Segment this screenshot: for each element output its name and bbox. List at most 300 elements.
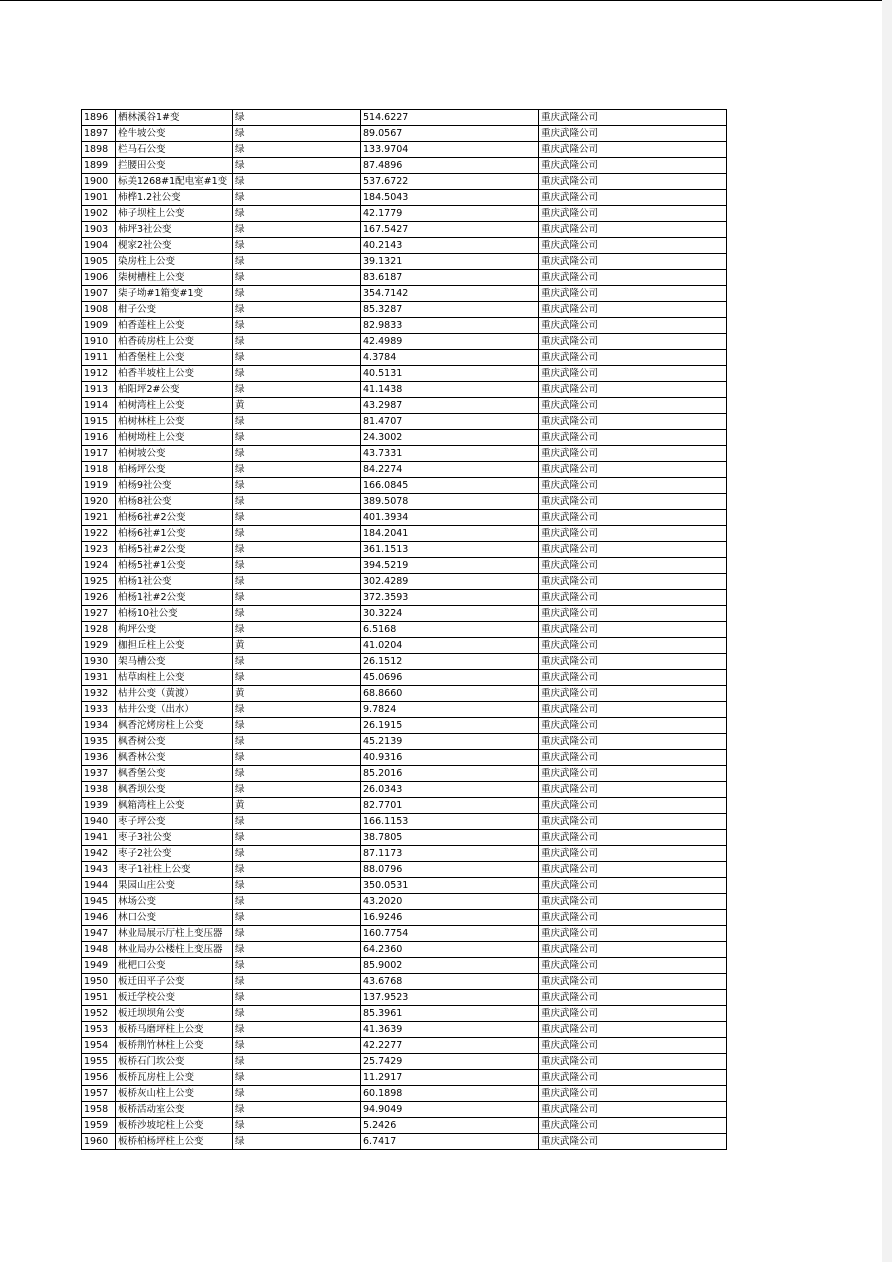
- row-number-cell: 1926: [82, 590, 116, 606]
- value-cell: 361.1513: [361, 542, 539, 558]
- company-cell: 重庆武隆公司: [539, 238, 727, 254]
- transformer-name-cell: 板迁学校公变: [116, 990, 233, 1006]
- row-number-cell: 1904: [82, 238, 116, 254]
- company-cell: 重庆武隆公司: [539, 206, 727, 222]
- status-cell: 绿: [233, 382, 361, 398]
- row-number-cell: 1908: [82, 302, 116, 318]
- table-row: [82, 126, 727, 142]
- table-row: [82, 222, 727, 238]
- value-cell: 42.2277: [361, 1038, 539, 1054]
- row-number-cell: 1916: [82, 430, 116, 446]
- transformer-name-cell: 柏香莲柱上公变: [116, 318, 233, 334]
- value-cell: 82.7701: [361, 798, 539, 814]
- table-row: [82, 910, 727, 926]
- value-cell: 43.7331: [361, 446, 539, 462]
- table-row: [82, 206, 727, 222]
- company-cell: 重庆武隆公司: [539, 654, 727, 670]
- row-number-cell: 1956: [82, 1070, 116, 1086]
- company-cell: 重庆武隆公司: [539, 814, 727, 830]
- status-cell: 绿: [233, 606, 361, 622]
- status-cell: 绿: [233, 990, 361, 1006]
- row-number-cell: 1898: [82, 142, 116, 158]
- company-cell: 重庆武隆公司: [539, 478, 727, 494]
- transformer-name-cell: 柏杨5社#1公变: [116, 558, 233, 574]
- company-cell: 重庆武隆公司: [539, 1054, 727, 1070]
- row-number-cell: 1935: [82, 734, 116, 750]
- transformer-name-cell: 柏杨6社#1公变: [116, 526, 233, 542]
- transformer-name-cell: 柏香半坡柱上公变: [116, 366, 233, 382]
- table-body: [82, 110, 727, 1150]
- status-cell: 绿: [233, 1006, 361, 1022]
- table-row: [82, 1038, 727, 1054]
- transformer-name-cell: 柒子坳#1箱变#1变: [116, 286, 233, 302]
- transformer-name-cell: 柏杨1社#2公变: [116, 590, 233, 606]
- row-number-cell: 1938: [82, 782, 116, 798]
- transformer-name-cell: 枫香坝公变: [116, 782, 233, 798]
- transformer-name-cell: 果园山庄公变: [116, 878, 233, 894]
- company-cell: 重庆武隆公司: [539, 990, 727, 1006]
- table-row: [82, 190, 727, 206]
- company-cell: 重庆武隆公司: [539, 558, 727, 574]
- row-number-cell: 1942: [82, 846, 116, 862]
- table-row: [82, 1118, 727, 1134]
- row-number-cell: 1912: [82, 366, 116, 382]
- company-cell: 重庆武隆公司: [539, 270, 727, 286]
- row-number-cell: 1950: [82, 974, 116, 990]
- company-cell: 重庆武隆公司: [539, 574, 727, 590]
- transformer-name-cell: 林业局展示厅柱上变压器: [116, 926, 233, 942]
- status-cell: 绿: [233, 286, 361, 302]
- company-cell: 重庆武隆公司: [539, 686, 727, 702]
- value-cell: 81.4707: [361, 414, 539, 430]
- row-number-cell: 1921: [82, 510, 116, 526]
- company-cell: 重庆武隆公司: [539, 174, 727, 190]
- status-cell: 绿: [233, 846, 361, 862]
- transformer-name-cell: 枣子3社公变: [116, 830, 233, 846]
- status-cell: 绿: [233, 126, 361, 142]
- table-row: [82, 366, 727, 382]
- row-number-cell: 1960: [82, 1134, 116, 1150]
- company-cell: 重庆武隆公司: [539, 1022, 727, 1038]
- status-cell: 绿: [233, 190, 361, 206]
- company-cell: 重庆武隆公司: [539, 894, 727, 910]
- row-number-cell: 1900: [82, 174, 116, 190]
- row-number-cell: 1944: [82, 878, 116, 894]
- value-cell: 6.5168: [361, 622, 539, 638]
- row-number-cell: 1901: [82, 190, 116, 206]
- value-cell: 160.7754: [361, 926, 539, 942]
- row-number-cell: 1951: [82, 990, 116, 1006]
- table-row: [82, 654, 727, 670]
- status-cell: 绿: [233, 366, 361, 382]
- row-number-cell: 1954: [82, 1038, 116, 1054]
- transformer-name-cell: 枣子1社柱上公变: [116, 862, 233, 878]
- status-cell: 绿: [233, 862, 361, 878]
- company-cell: 重庆武隆公司: [539, 734, 727, 750]
- company-cell: 重庆武隆公司: [539, 1086, 727, 1102]
- transformer-name-cell: 枯井公变（黄渡）: [116, 686, 233, 702]
- status-cell: 绿: [233, 302, 361, 318]
- status-cell: 绿: [233, 654, 361, 670]
- status-cell: 绿: [233, 270, 361, 286]
- row-number-cell: 1920: [82, 494, 116, 510]
- table-row: [82, 478, 727, 494]
- status-cell: 绿: [233, 1102, 361, 1118]
- row-number-cell: 1918: [82, 462, 116, 478]
- status-cell: 绿: [233, 158, 361, 174]
- company-cell: 重庆武隆公司: [539, 958, 727, 974]
- value-cell: 84.2274: [361, 462, 539, 478]
- company-cell: 重庆武隆公司: [539, 878, 727, 894]
- transformer-name-cell: 柏杨10社公变: [116, 606, 233, 622]
- company-cell: 重庆武隆公司: [539, 750, 727, 766]
- table-row: [82, 270, 727, 286]
- company-cell: 重庆武隆公司: [539, 670, 727, 686]
- value-cell: 6.7417: [361, 1134, 539, 1150]
- transformer-name-cell: 板迁田平子公变: [116, 974, 233, 990]
- company-cell: 重庆武隆公司: [539, 110, 727, 126]
- status-cell: 绿: [233, 254, 361, 270]
- table-row: [82, 750, 727, 766]
- transformer-name-cell: 柏杨5社#2公变: [116, 542, 233, 558]
- row-number-cell: 1934: [82, 718, 116, 734]
- table-row: [82, 1102, 727, 1118]
- row-number-cell: 1959: [82, 1118, 116, 1134]
- table-row: [82, 110, 727, 126]
- table-row: [82, 686, 727, 702]
- row-number-cell: 1909: [82, 318, 116, 334]
- value-cell: 85.3961: [361, 1006, 539, 1022]
- table-row: [82, 574, 727, 590]
- table-row: [82, 1070, 727, 1086]
- transformer-name-cell: 栖林溪谷1#变: [116, 110, 233, 126]
- table-row: [82, 430, 727, 446]
- status-cell: 绿: [233, 894, 361, 910]
- table-row: [82, 1086, 727, 1102]
- row-number-cell: 1930: [82, 654, 116, 670]
- page-right-margin: [882, 0, 892, 1262]
- value-cell: 41.1438: [361, 382, 539, 398]
- status-cell: 绿: [233, 350, 361, 366]
- table-row: [82, 1134, 727, 1150]
- value-cell: 40.5131: [361, 366, 539, 382]
- row-number-cell: 1922: [82, 526, 116, 542]
- status-cell: 黄: [233, 686, 361, 702]
- value-cell: 43.2987: [361, 398, 539, 414]
- company-cell: 重庆武隆公司: [539, 142, 727, 158]
- status-cell: 绿: [233, 446, 361, 462]
- value-cell: 4.3784: [361, 350, 539, 366]
- transformer-name-cell: 林口公变: [116, 910, 233, 926]
- table-row: [82, 238, 727, 254]
- status-cell: 绿: [233, 238, 361, 254]
- value-cell: 26.1915: [361, 718, 539, 734]
- value-cell: 38.7805: [361, 830, 539, 846]
- value-cell: 16.9246: [361, 910, 539, 926]
- company-cell: 重庆武隆公司: [539, 334, 727, 350]
- status-cell: 绿: [233, 718, 361, 734]
- row-number-cell: 1945: [82, 894, 116, 910]
- value-cell: 133.9704: [361, 142, 539, 158]
- transformer-name-cell: 枷担丘柱上公变: [116, 638, 233, 654]
- table-row: [82, 878, 727, 894]
- status-cell: 绿: [233, 430, 361, 446]
- value-cell: 394.5219: [361, 558, 539, 574]
- value-cell: 83.6187: [361, 270, 539, 286]
- value-cell: 87.4896: [361, 158, 539, 174]
- company-cell: 重庆武隆公司: [539, 494, 727, 510]
- status-cell: 绿: [233, 110, 361, 126]
- status-cell: 绿: [233, 926, 361, 942]
- transformer-name-cell: 栓牛坡公变: [116, 126, 233, 142]
- transformer-name-cell: 枇杷口公变: [116, 958, 233, 974]
- transformer-name-cell: 枣子2社公变: [116, 846, 233, 862]
- company-cell: 重庆武隆公司: [539, 926, 727, 942]
- transformer-name-cell: 枫香堡公变: [116, 766, 233, 782]
- status-cell: 绿: [233, 1022, 361, 1038]
- row-number-cell: 1941: [82, 830, 116, 846]
- value-cell: 85.2016: [361, 766, 539, 782]
- row-number-cell: 1929: [82, 638, 116, 654]
- status-cell: 黄: [233, 398, 361, 414]
- transformer-name-cell: 柒树槽柱上公变: [116, 270, 233, 286]
- transformer-name-cell: 柏香砖房柱上公变: [116, 334, 233, 350]
- table-row: [82, 526, 727, 542]
- table-row: [82, 958, 727, 974]
- status-cell: 绿: [233, 1134, 361, 1150]
- status-cell: 绿: [233, 542, 361, 558]
- status-cell: 绿: [233, 558, 361, 574]
- row-number-cell: 1927: [82, 606, 116, 622]
- transformer-name-cell: 板桥马磨坪柱上公变: [116, 1022, 233, 1038]
- status-cell: 绿: [233, 574, 361, 590]
- company-cell: 重庆武隆公司: [539, 414, 727, 430]
- table-row: [82, 638, 727, 654]
- row-number-cell: 1928: [82, 622, 116, 638]
- table-row: [82, 734, 727, 750]
- table-row: [82, 558, 727, 574]
- value-cell: 302.4289: [361, 574, 539, 590]
- transformer-name-cell: 柿子坝柱上公变: [116, 206, 233, 222]
- status-cell: 绿: [233, 942, 361, 958]
- row-number-cell: 1946: [82, 910, 116, 926]
- table-row: [82, 974, 727, 990]
- row-number-cell: 1957: [82, 1086, 116, 1102]
- value-cell: 87.1173: [361, 846, 539, 862]
- table-row: [82, 814, 727, 830]
- table-row: [82, 494, 727, 510]
- transformer-table: [81, 109, 727, 1150]
- value-cell: 354.7142: [361, 286, 539, 302]
- transformer-name-cell: 枸坪公变: [116, 622, 233, 638]
- transformer-name-cell: 板桥石门坎公变: [116, 1054, 233, 1070]
- row-number-cell: 1917: [82, 446, 116, 462]
- transformer-name-cell: 柏树林柱上公变: [116, 414, 233, 430]
- status-cell: 绿: [233, 910, 361, 926]
- status-cell: 绿: [233, 142, 361, 158]
- transformer-name-cell: 拦腰田公变: [116, 158, 233, 174]
- row-number-cell: 1907: [82, 286, 116, 302]
- table-row: [82, 158, 727, 174]
- status-cell: 绿: [233, 782, 361, 798]
- table-row: [82, 542, 727, 558]
- table-row: [82, 318, 727, 334]
- company-cell: 重庆武隆公司: [539, 910, 727, 926]
- table-row: [82, 382, 727, 398]
- value-cell: 82.9833: [361, 318, 539, 334]
- status-cell: 绿: [233, 206, 361, 222]
- row-number-cell: 1915: [82, 414, 116, 430]
- company-cell: 重庆武隆公司: [539, 190, 727, 206]
- transformer-name-cell: 柏香堡柱上公变: [116, 350, 233, 366]
- status-cell: 绿: [233, 414, 361, 430]
- transformer-name-cell: 枫箱湾柱上公变: [116, 798, 233, 814]
- value-cell: 40.9316: [361, 750, 539, 766]
- row-number-cell: 1947: [82, 926, 116, 942]
- row-number-cell: 1910: [82, 334, 116, 350]
- transformer-name-cell: 柑子公变: [116, 302, 233, 318]
- transformer-name-cell: 林场公变: [116, 894, 233, 910]
- value-cell: 94.9049: [361, 1102, 539, 1118]
- value-cell: 26.0343: [361, 782, 539, 798]
- status-cell: 绿: [233, 622, 361, 638]
- status-cell: 绿: [233, 462, 361, 478]
- value-cell: 166.0845: [361, 478, 539, 494]
- transformer-name-cell: 柏杨6社#2公变: [116, 510, 233, 526]
- status-cell: 黄: [233, 638, 361, 654]
- table-row: [82, 846, 727, 862]
- row-number-cell: 1906: [82, 270, 116, 286]
- table-row: [82, 894, 727, 910]
- transformer-name-cell: 柏树坳柱上公变: [116, 430, 233, 446]
- company-cell: 重庆武隆公司: [539, 222, 727, 238]
- value-cell: 85.9002: [361, 958, 539, 974]
- status-cell: 绿: [233, 510, 361, 526]
- status-cell: 绿: [233, 334, 361, 350]
- row-number-cell: 1925: [82, 574, 116, 590]
- row-number-cell: 1914: [82, 398, 116, 414]
- company-cell: 重庆武隆公司: [539, 590, 727, 606]
- row-number-cell: 1913: [82, 382, 116, 398]
- table-row: [82, 782, 727, 798]
- status-cell: 绿: [233, 222, 361, 238]
- company-cell: 重庆武隆公司: [539, 1038, 727, 1054]
- value-cell: 42.4989: [361, 334, 539, 350]
- status-cell: 绿: [233, 670, 361, 686]
- status-cell: 绿: [233, 830, 361, 846]
- table-row: [82, 254, 727, 270]
- company-cell: 重庆武隆公司: [539, 510, 727, 526]
- company-cell: 重庆武隆公司: [539, 366, 727, 382]
- status-cell: 绿: [233, 734, 361, 750]
- value-cell: 60.1898: [361, 1086, 539, 1102]
- row-number-cell: 1943: [82, 862, 116, 878]
- transformer-name-cell: 板桥柏杨坪柱上公变: [116, 1134, 233, 1150]
- value-cell: 40.2143: [361, 238, 539, 254]
- table-row: [82, 702, 727, 718]
- transformer-name-cell: 柏杨坪公变: [116, 462, 233, 478]
- transformer-name-cell: 柏杨1社公变: [116, 574, 233, 590]
- table-row: [82, 350, 727, 366]
- value-cell: 514.6227: [361, 110, 539, 126]
- value-cell: 5.2426: [361, 1118, 539, 1134]
- table-row: [82, 398, 727, 414]
- row-number-cell: 1952: [82, 1006, 116, 1022]
- table-row: [82, 862, 727, 878]
- table-row: [82, 302, 727, 318]
- company-cell: 重庆武隆公司: [539, 1102, 727, 1118]
- row-number-cell: 1896: [82, 110, 116, 126]
- status-cell: 绿: [233, 766, 361, 782]
- company-cell: 重庆武隆公司: [539, 1070, 727, 1086]
- company-cell: 重庆武隆公司: [539, 942, 727, 958]
- row-number-cell: 1939: [82, 798, 116, 814]
- table-row: [82, 718, 727, 734]
- table-row: [82, 462, 727, 478]
- page-top-border: [0, 0, 892, 1]
- table-row: [82, 1054, 727, 1070]
- value-cell: 43.6768: [361, 974, 539, 990]
- company-cell: 重庆武隆公司: [539, 622, 727, 638]
- company-cell: 重庆武隆公司: [539, 446, 727, 462]
- value-cell: 41.0204: [361, 638, 539, 654]
- status-cell: 绿: [233, 478, 361, 494]
- row-number-cell: 1958: [82, 1102, 116, 1118]
- row-number-cell: 1948: [82, 942, 116, 958]
- company-cell: 重庆武隆公司: [539, 766, 727, 782]
- transformer-name-cell: 板桥荆竹林柱上公变: [116, 1038, 233, 1054]
- transformer-name-cell: 栏马石公变: [116, 142, 233, 158]
- transformer-name-cell: 林业局办公楼柱上变压器: [116, 942, 233, 958]
- status-cell: 绿: [233, 1086, 361, 1102]
- transformer-name-cell: 枣子坪公变: [116, 814, 233, 830]
- transformer-name-cell: 板桥活动室公变: [116, 1102, 233, 1118]
- company-cell: 重庆武隆公司: [539, 302, 727, 318]
- table-row: [82, 606, 727, 622]
- table-row: [82, 446, 727, 462]
- status-cell: 绿: [233, 974, 361, 990]
- company-cell: 重庆武隆公司: [539, 126, 727, 142]
- value-cell: 11.2917: [361, 1070, 539, 1086]
- value-cell: 25.7429: [361, 1054, 539, 1070]
- status-cell: 绿: [233, 814, 361, 830]
- table-row: [82, 334, 727, 350]
- row-number-cell: 1897: [82, 126, 116, 142]
- value-cell: 184.2041: [361, 526, 539, 542]
- row-number-cell: 1940: [82, 814, 116, 830]
- table-row: [82, 670, 727, 686]
- company-cell: 重庆武隆公司: [539, 1118, 727, 1134]
- transformer-name-cell: 板桥瓦房柱上公变: [116, 1070, 233, 1086]
- value-cell: 537.6722: [361, 174, 539, 190]
- value-cell: 45.0696: [361, 670, 539, 686]
- row-number-cell: 1932: [82, 686, 116, 702]
- table-row: [82, 830, 727, 846]
- transformer-name-cell: 枫香沱烤房柱上公变: [116, 718, 233, 734]
- status-cell: 绿: [233, 526, 361, 542]
- company-cell: 重庆武隆公司: [539, 1134, 727, 1150]
- status-cell: 绿: [233, 878, 361, 894]
- transformer-name-cell: 枯井公变（出水）: [116, 702, 233, 718]
- status-cell: 绿: [233, 958, 361, 974]
- value-cell: 39.1321: [361, 254, 539, 270]
- value-cell: 166.1153: [361, 814, 539, 830]
- value-cell: 88.0796: [361, 862, 539, 878]
- table-row: [82, 622, 727, 638]
- value-cell: 137.9523: [361, 990, 539, 1006]
- row-number-cell: 1903: [82, 222, 116, 238]
- row-number-cell: 1905: [82, 254, 116, 270]
